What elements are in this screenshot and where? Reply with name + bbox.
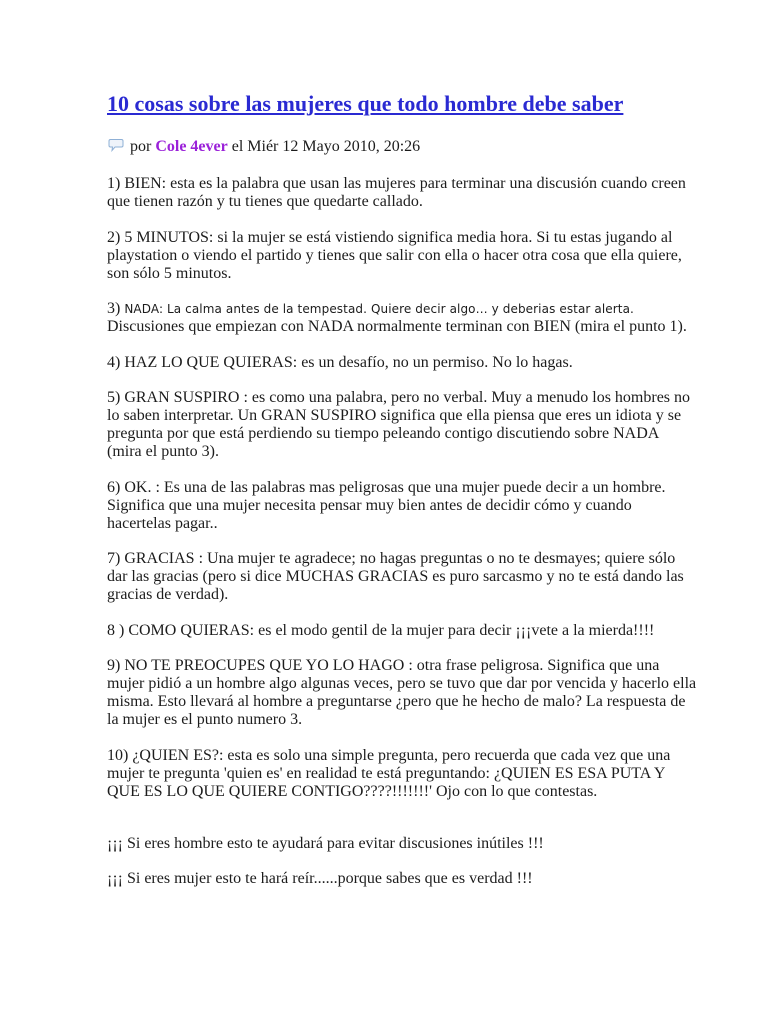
list-item-2 (107, 229, 727, 283)
closing-line-women (107, 870, 727, 888)
list-item-line: mujer te pregunta 'quien es' en realidad te está preguntando: ¿QUIEN ES ESA PUTA Y (107, 764, 666, 782)
list-item-line: 8 ) COMO QUIERAS: es el modo gentil de la mujer para decir ¡¡¡vete a la mierda!!!! (107, 621, 655, 639)
list-item-line: 1) BIEN: esta es la palabra que usan las mujeres para terminar una discusión cuando creen (107, 175, 686, 192)
byline-prefix: por (130, 138, 152, 155)
list-item-line: (mira el punto 3). (107, 443, 219, 460)
closing-line-men (107, 835, 727, 853)
list-item-line: que tienen razón y tu tienes que quedarte callado. (107, 193, 423, 210)
list-item-line: gracias de verdad). (107, 586, 229, 603)
list-item-line: dar las gracias (pero si dice MUCHAS GRACIAS es puro sarcasmo y no te está dando las (107, 568, 684, 585)
closing-line: ¡¡¡ Si eres hombre esto te ayudará para evitar discusiones inútiles !!! (107, 834, 544, 852)
closing-line: ¡¡¡ Si eres mujer esto te hará reír......porque sabes que es verdad !!! (107, 870, 533, 887)
list-item-4 (107, 354, 727, 372)
list-item-note: NADA: La calma antes de la tempestad. Quiere decir algo… y deberias estar alerta. (124, 302, 634, 316)
list-item-line: pregunta por que está perdiendo su tiempo peleando contigo discutiendo sobre NADA (107, 425, 660, 442)
post-byline (108, 138, 420, 156)
list-item-line: 5) GRAN SUSPIRO : es como una palabra, pero no verbal. Muy a menudo los hombres no (107, 389, 691, 406)
list-item-line: son sólo 5 minutos. (107, 264, 232, 282)
list-item-line: 6) OK. : Es una de las palabras mas peligrosas que una mujer puede decir a un hombre. (107, 478, 666, 496)
list-item-8 (107, 622, 727, 640)
list-item-line: 10) ¿QUIEN ES?: esta es solo una simple pregunta, pero recuerda que cada vez que una (107, 746, 671, 764)
list-item-number: 3) (107, 300, 121, 317)
list-item-7 (107, 550, 727, 604)
list-item-line: la mujer es el punto numero 3. (107, 711, 303, 728)
speech-bubble-icon (108, 138, 124, 152)
post-title-link[interactable]: 10 cosas sobre las mujeres que todo hombre debe saber (107, 91, 624, 116)
list-item-line (107, 300, 727, 318)
author-link[interactable]: Cole 4ever (155, 138, 228, 155)
list-item-line: QUE ES LO QUE QUIERE CONTIGO????!!!!!!!' Ojo con lo que contestas. (107, 782, 598, 800)
list-item-line: playstation o viendo el partido y tienes que salir con ella o hacer otra cosa que ella quiere, (107, 246, 682, 264)
byline-date: el Miér 12 Mayo 2010, 20:26 (231, 138, 421, 155)
list-item-6 (107, 479, 727, 533)
list-item-line: Discusiones que empiezan con NADA normalmente terminan con BIEN (mira el punto 1). (107, 318, 687, 335)
post-body (107, 175, 727, 906)
list-item-10 (107, 747, 727, 801)
list-item-5 (107, 389, 727, 461)
list-item-line: 2) 5 MINUTOS: si la mujer se está vistiendo significa media hora. Si tu estas jugando al (107, 228, 673, 246)
list-item-3 (107, 300, 727, 336)
list-item-line: hacertelas pagar.. (107, 514, 218, 532)
list-item-1 (107, 175, 727, 211)
list-item-line: 4) HAZ LO QUE QUIERAS: es un desafío, no un permiso. No lo hagas. (107, 353, 573, 371)
list-item-line: lo saben interpretar. Un GRAN SUSPIRO significa que ella piensa que eres un idiota y se (107, 407, 682, 424)
list-item-line: 9) NO TE PREOCUPES QUE YO LO HAGO : otra frase peligrosa. Significa que una (107, 657, 660, 674)
list-item-line: 7) GRACIAS : Una mujer te agradece; no hagas preguntas o no te desmayes; quiere sólo (107, 550, 676, 567)
list-item-9 (107, 657, 727, 729)
list-item-line: Significa que una mujer necesita pensar muy bien antes de decidir cómo y cuando (107, 496, 632, 514)
list-item-line: mujer pidió a un hombre algo algunas veces, pero se tuvo que dar por vencida y hacerlo ella (107, 675, 697, 692)
list-item-line: misma. Esto llevará al hombre a preguntarse ¿pero que he hecho de malo? La respuesta de (107, 693, 686, 710)
